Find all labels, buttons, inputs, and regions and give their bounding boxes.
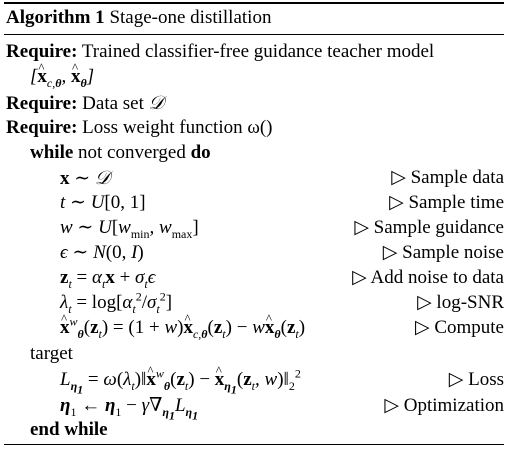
- require-line-1: [6, 41, 434, 63]
- require-1-text: Trained classifier-free guidance teacher model: [81, 41, 435, 62]
- require-3-text: Loss weight function ω(): [82, 117, 273, 138]
- require-2-text: Data set: [82, 93, 144, 114]
- comment-compute: ▷ Compute: [414, 317, 504, 338]
- comment-optimization: ▷ Optimization: [384, 395, 504, 416]
- step-sample-noise: ϵ ∼ N(0, I): [60, 242, 144, 263]
- comment-loss: ▷ Loss: [448, 369, 504, 390]
- bottom-rule: [4, 444, 504, 445]
- step-optimization: $\eta_1$ ← $\eta_1 - \gamma\nabla_{\eta_1}L_{\eta_1}$: [60, 395, 199, 423]
- step-compute: ^ $x^w_\theta(z_t) = (1$ + w)^ $x_{c,\theta}(z_t)$ − w^ $x_\theta(z_t)$: [60, 317, 305, 339]
- comment-sample-time: ▷ Sample time: [389, 192, 504, 213]
- while-line: [30, 142, 211, 164]
- top-rule: [4, 2, 504, 4]
- comment-log-snr: ▷ log-SNR: [417, 292, 504, 313]
- step-sample-time: t ∼ U[0, 1]: [60, 192, 146, 213]
- step-add-noise: $z_t = \alpha_tx + \sigma_t\epsilon$: [60, 267, 156, 291]
- do-keyword: do: [190, 142, 211, 163]
- require-line-2: [6, 92, 164, 115]
- require-line-1-cont: [30, 66, 94, 88]
- step-sample-guidance: w ∼ $U[w_{min}$, $w_{max}$]: [60, 217, 199, 241]
- comment-sample-noise: ▷ Sample noise: [382, 242, 504, 263]
- target-keyword: target: [30, 343, 73, 364]
- end-while-line: [30, 419, 108, 441]
- comment-add-noise: ▷ Add noise to data: [352, 267, 504, 288]
- while-condition: not converged: [78, 142, 186, 163]
- require-keyword: Require:: [6, 93, 78, 114]
- comment-sample-data: ▷ Sample data: [391, 167, 504, 188]
- target-line: [30, 343, 73, 365]
- header-rule: [4, 34, 504, 35]
- require-keyword: Require:: [6, 117, 78, 138]
- comment-sample-guidance: ▷ Sample guidance: [354, 217, 504, 238]
- algorithm-label: Algorithm 1: [6, 7, 105, 28]
- step-log-snr: $\lambda_t = \log[\alpha_t^2/\sigma_t^2]$: [60, 289, 173, 316]
- teacher-model-math: [^ $x_{c,\theta}$, ^ $x_\theta$]: [30, 66, 94, 87]
- algorithm-header: [6, 7, 271, 29]
- step-loss: $L_{\eta_1}$ = $\omega(\lambda_t)‖\^{}$ $x^w_\theta(z_t)$ − ^ $x_{\eta_1}(z_t$, $w)‖_2^2$: [60, 369, 301, 391]
- dataset-symbol: 𝒟: [148, 92, 164, 114]
- require-keyword: Require:: [6, 41, 78, 62]
- step-sample-data: x ∼ 𝒟: [60, 167, 111, 189]
- while-keyword: while: [30, 142, 74, 163]
- end-while-keyword: end while: [30, 419, 108, 440]
- algorithm-title: Stage-one distillation: [109, 7, 272, 28]
- require-line-3: [6, 117, 273, 139]
